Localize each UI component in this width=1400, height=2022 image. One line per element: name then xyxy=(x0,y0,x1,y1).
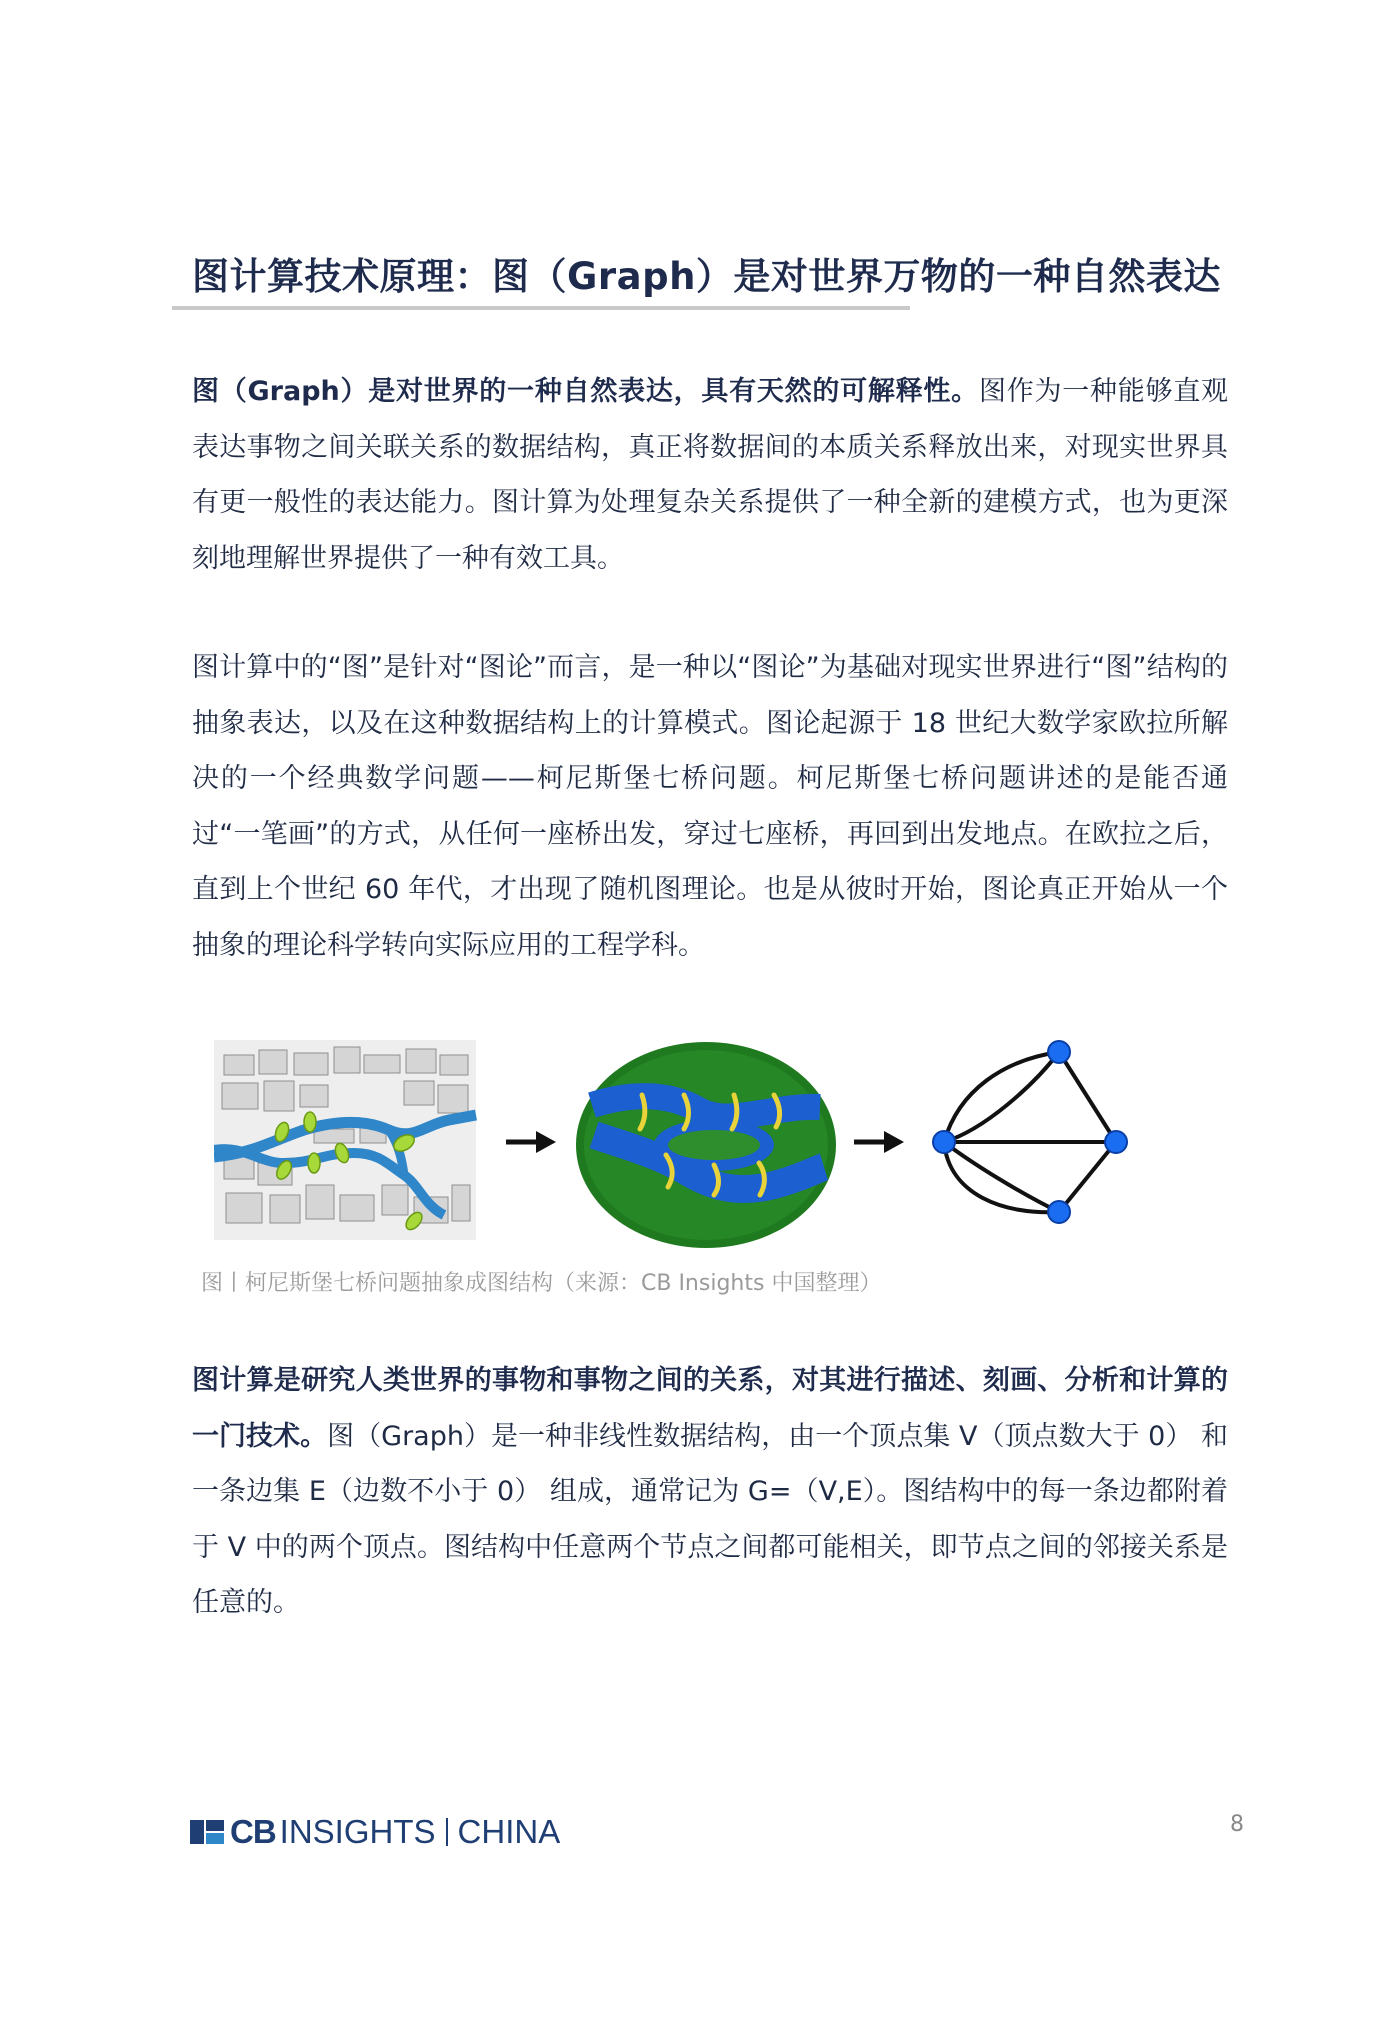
cb-logo-icon xyxy=(190,1820,224,1844)
right-arrow-icon xyxy=(506,1131,556,1153)
graph-node xyxy=(1105,1131,1127,1153)
konigsberg-map-image xyxy=(214,1040,476,1240)
cb-insights-china-logo xyxy=(190,1812,560,1852)
abstract-land-bridges-image xyxy=(576,1042,836,1248)
paragraph-lead-bold: 图（Graph）是对世界的一种自然表达，具有天然的可解释性。 xyxy=(192,376,979,407)
paragraph-graph-theory: 图计算中的“图”是针对“图论”而言，是一种以“图论”为基础对现实世界进行“图”结构的抽象表达，以及在这种数据结构上的计算模式。图论起源于 18 世纪大数学家欧拉所解决的一个经典数学问题——柯尼斯堡七桥问题。柯尼斯堡七桥问题讲述的是能否通过“一笔画”的方式，从任何一座桥出发，穿过七座桥，再回到出发地点。在欧拉之后，直到上个世纪 60 年代，才出现了随机图理论。也是从彼时开始，图论真正开始从一个抽象的理论科学转向实际应用的工程学科。 xyxy=(192,652,1228,961)
paragraph-body: 图（Graph）是一种非线性数据结构，由一个顶点集 V（顶点数大于 0） 和一条边集 E（边数不小于 0） 组成，通常记为 G=（V,E）。图结构中的每一条边都附着于 V 中的两个顶点。图结构中任意两个节点之间都可能相关，即节点之间的邻接关系是任意的。 xyxy=(192,1420,1229,1618)
right-arrow-icon xyxy=(854,1131,904,1153)
title-underline xyxy=(172,306,910,310)
konigsberg-figure xyxy=(214,1035,1204,1255)
graph-node xyxy=(1048,1041,1070,1063)
graph-edge xyxy=(1059,1142,1116,1212)
graph-node xyxy=(933,1131,955,1153)
graph-edge xyxy=(944,1142,1059,1212)
page-title: 图计算技术原理：图（Graph）是对世界万物的一种自然表达 xyxy=(192,255,1221,298)
graph-node xyxy=(1048,1201,1070,1223)
graph-edge xyxy=(1059,1052,1116,1142)
paragraph-graph-computing xyxy=(192,1353,1228,1631)
page-number: 8 xyxy=(1230,1812,1244,1837)
logo-divider xyxy=(446,1818,448,1846)
graph-diagram xyxy=(933,1041,1127,1223)
figure-caption: 图丨柯尼斯堡七桥问题抽象成图结构（来源：CB Insights 中国整理） xyxy=(201,1271,882,1296)
paragraph-lead-bold: 图计算是研究人类世界的事物和事物之间的关系，对其进行描述、刻画、分析和计算的一门技术。 xyxy=(192,1365,1228,1452)
paragraph-body: 图作为一种能够直观表达事物之间关联关系的数据结构，真正将数据间的本质关系释放出来，对现实世界具有更一般性的表达能力。图计算为处理复杂关系提供了一种全新的建模方式，也为更深刻地理解世界提供了一种有效工具。 xyxy=(192,376,1228,574)
logo-cb-text: CB xyxy=(230,1813,276,1850)
logo-china-text: CHINA xyxy=(457,1813,561,1850)
paragraph-graph-intro xyxy=(192,364,1228,586)
logo-insights-text: INSIGHTS xyxy=(279,1813,436,1850)
